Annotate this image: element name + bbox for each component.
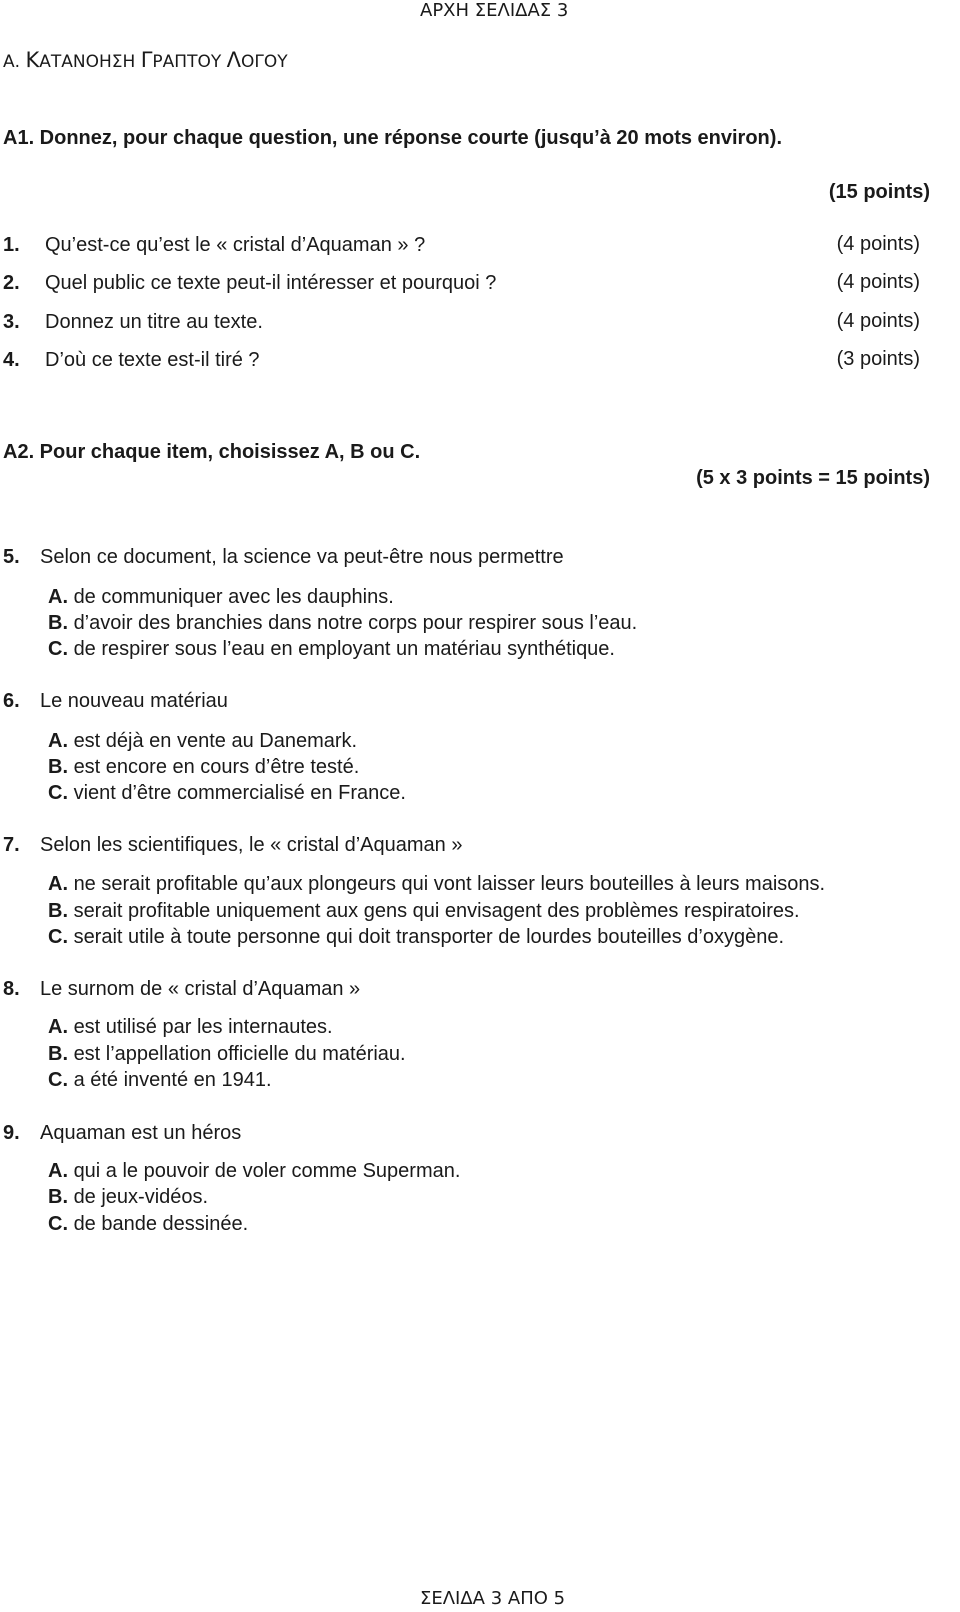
option-text: Le surnom de « cristal d’Aquaman » — [40, 978, 361, 1000]
section-heading — [3, 50, 288, 71]
option-text: de respirer sous l’eau en employant un matériau synthétique. — [73, 638, 615, 660]
item-6-option-a — [48, 730, 357, 753]
a2-title: A2. Pour chaque item, choisissez A, B ou C. — [3, 441, 421, 463]
option-text: 7. — [3, 834, 20, 856]
option-text: Λ — [226, 48, 242, 72]
option-letter: B. — [48, 1043, 68, 1065]
option-text: Qu’est-ce qu’est le « cristal d’Aquaman » ? — [45, 234, 426, 256]
a1-points: (15 points) — [828, 181, 930, 203]
option-letter: B. — [48, 756, 68, 778]
option-text: Selon ce document, la science va peut-être nous permettre — [40, 546, 564, 568]
option-text: 8. — [3, 978, 20, 1000]
option-text: de communiquer avec les dauphins. — [73, 586, 394, 608]
option-text: Le nouveau matériau — [40, 690, 228, 712]
option-letter: A. — [48, 1160, 68, 1182]
option-letter: A. — [48, 1016, 68, 1038]
option-letter: C. — [48, 1213, 68, 1235]
option-text: Κ — [25, 48, 40, 72]
option-text: Donnez un titre au texte. — [45, 311, 263, 333]
option-letter: C. — [48, 926, 68, 948]
item-7-option-b — [48, 900, 800, 923]
option-text: ΑΤΑΝΟΗΣΗ — [39, 52, 136, 72]
option-text: ne serait profitable qu’aux plongeurs qui vont laisser leurs bouteilles à leurs maisons. — [73, 873, 826, 895]
option-text: 5. — [3, 546, 20, 568]
option-text: vient d’être commercialisé en France. — [73, 782, 406, 804]
option-letter: A. — [48, 730, 68, 752]
option-text: serait utile à toute personne qui doit transporter de lourdes bouteilles d’oxygène. — [73, 926, 785, 948]
a2-points: (5 x 3 points = 15 points) — [696, 467, 930, 489]
option-text: 3. — [3, 311, 20, 333]
item-7-option-c — [48, 926, 784, 949]
item-8-option-b — [48, 1043, 406, 1066]
option-text: Aquaman est un héros — [40, 1122, 242, 1144]
option-letter: A. — [48, 873, 68, 895]
option-text: est déjà en vente au Danemark. — [73, 730, 358, 752]
question-4-points: (3 points) — [836, 348, 920, 370]
question-3-points: (4 points) — [836, 310, 920, 332]
item-5-option-c — [48, 638, 615, 661]
item-6-option-c — [48, 782, 406, 805]
option-text: a été inventé en 1941. — [73, 1069, 272, 1091]
option-letter: A. — [48, 586, 68, 608]
item-9-option-c — [48, 1213, 248, 1236]
option-text: 9. — [3, 1122, 20, 1144]
option-text: 1. — [3, 234, 20, 256]
a1-title: A1. Donnez, pour chaque question, une réponse courte (jusqu’à 20 mots environ). — [3, 127, 782, 149]
option-text: D’où ce texte est-il tiré ? — [45, 349, 260, 371]
option-text: de bande dessinée. — [73, 1213, 249, 1235]
option-text: ΡΑΠΤΟΥ — [152, 52, 222, 72]
option-letter: C. — [48, 638, 68, 660]
option-letter: B. — [48, 612, 68, 634]
option-text: 4. — [3, 349, 20, 371]
item-8-option-a — [48, 1016, 333, 1039]
option-letter: B. — [48, 900, 68, 922]
option-text: serait profitable uniquement aux gens qui envisagent des problèmes respiratoires. — [73, 900, 800, 922]
item-5-option-b — [48, 612, 637, 635]
option-text: Quel public ce texte peut-il intéresser et pourquoi ? — [45, 272, 497, 294]
option-text: Selon les scientifiques, le « cristal d’Aquaman » — [40, 834, 463, 856]
item-5-option-a — [48, 586, 394, 609]
option-text: d’avoir des branchies dans notre corps pour respirer sous l’eau. — [73, 612, 638, 634]
option-text: est encore en cours d’être testé. — [73, 756, 360, 778]
item-6-option-b — [48, 756, 359, 779]
page-header: ΑΡΧΗ ΣΕΛΙΔΑΣ 3 — [420, 0, 569, 21]
option-text: Γ — [140, 48, 153, 72]
option-text: 6. — [3, 690, 20, 712]
option-text: ΟΓΟΥ — [241, 52, 288, 72]
question-1-points: (4 points) — [836, 233, 920, 255]
option-text: est l’appellation officielle du matériau. — [73, 1043, 406, 1065]
option-text: 2. — [3, 272, 20, 294]
item-9-option-b — [48, 1186, 208, 1209]
option-text: de jeux-vidéos. — [73, 1186, 209, 1208]
section-prefix: Α. — [3, 52, 21, 72]
item-7-option-a — [48, 873, 825, 896]
option-letter: C. — [48, 782, 68, 804]
item-9-option-a — [48, 1160, 460, 1183]
option-letter: C. — [48, 1069, 68, 1091]
question-2-points: (4 points) — [836, 271, 920, 293]
option-text: qui a le pouvoir de voler comme Superman. — [73, 1160, 461, 1182]
page-footer: ΣΕΛΙΔΑ 3 ΑΠΟ 5 — [420, 1588, 566, 1609]
item-8-option-c — [48, 1069, 272, 1092]
option-letter: B. — [48, 1186, 68, 1208]
option-text: est utilisé par les internautes. — [73, 1016, 333, 1038]
